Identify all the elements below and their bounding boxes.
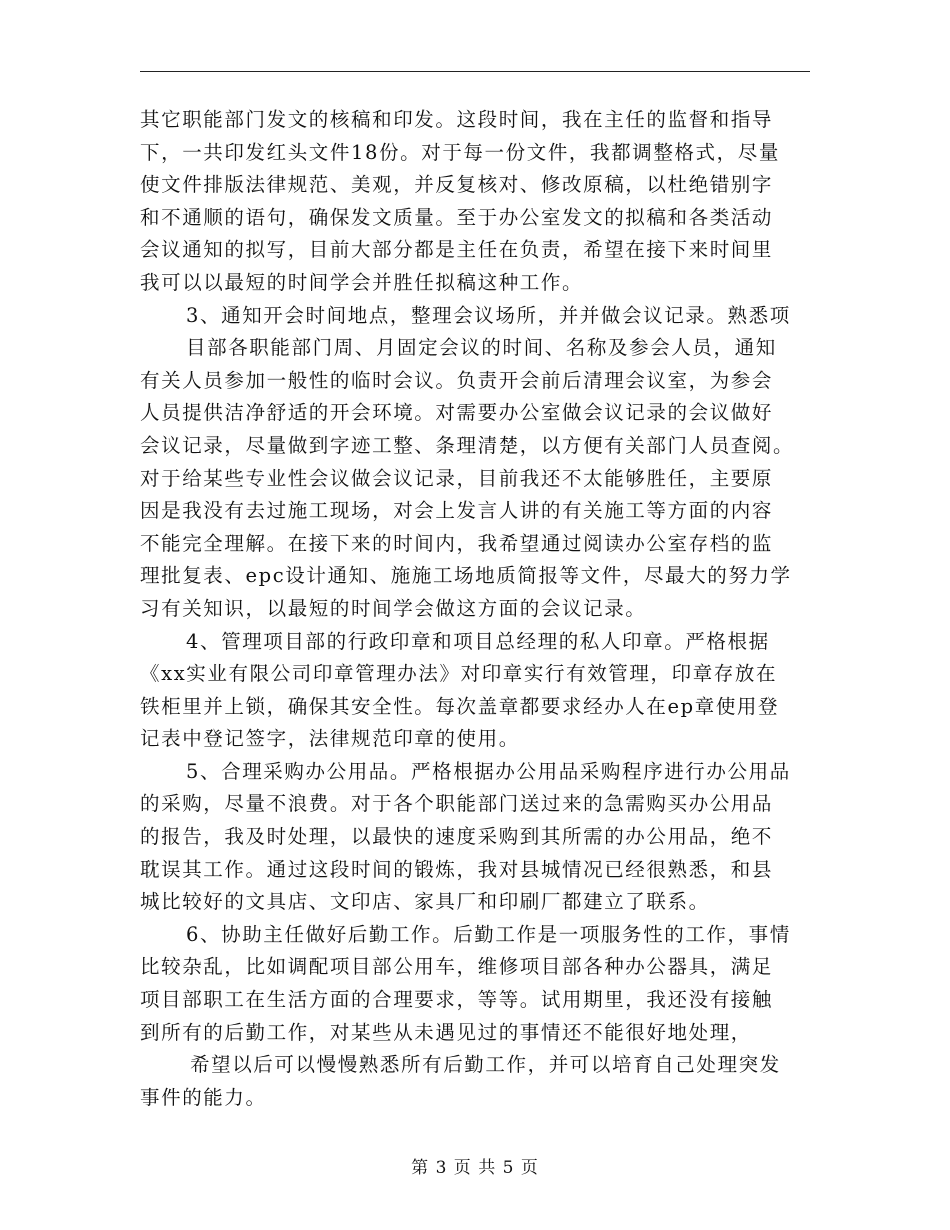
text-line: 记表中登记签字，法律规范印章的使用。 [140,727,520,751]
text-line: 因是我没有去过施工现场，对会上发言人讲的有关施工等方面的内容 [140,499,774,523]
text-line: 希望以后可以慢慢熟悉所有后勤工作，并可以培育自己处理突发 [190,1053,781,1077]
text-line: 下，一共印发红头文件18份。对于每一份文件，我都调整格式，尽量 [140,140,780,164]
text-line: 理批复表、epc设计通知、施施工场地质简报等文件，尽最大的努力学 [140,564,792,588]
item-3-heading: 3、通知开会时间地点，整理会议场所，并并做会议记录。熟悉项 [186,303,791,327]
text-line: 到所有的后勤工作，对某些从未遇见过的事情还不能很好地处理， [140,1020,752,1044]
text-line: 使文件排版法律规范、美观，并反复核对、修改原稿，以杜绝错别字 [140,173,774,197]
text-line: 目部各职能部门周、月固定会议的时间、名称及参会人员，通知 [186,336,777,360]
text-line: 铁柜里并上锁，确保其安全性。每次盖章都要求经办人在ep章使用登 [140,694,780,718]
text-line: 事件的能力。 [140,1085,267,1109]
text-line: 的报告，我及时处理，以最快的速度采购到其所需的办公用品，绝不 [140,825,774,849]
page-number-footer: 第 3 页 共 5 页 [411,1158,539,1178]
item-5-heading: 5、合理采购办公用品。严格根据办公用品采购程序进行办公用品 [186,759,791,783]
text-line: 比较杂乱，比如调配项目部公用车，维修项目部各种办公器具，满足 [140,955,774,979]
text-line: 项目部职工在生活方面的合理要求，等等。试用期里，我还没有接触 [140,988,774,1012]
item-6-heading: 6、协助主任做好后勤工作。后勤工作是一项服务性的工作，事情 [186,922,791,946]
text-line: 的采购，尽量不浪费。对于各个职能部门送过来的急需购买办公用品 [140,792,774,816]
text-line: 习有关知识，以最短的时间学会做这方面的会议记录。 [140,596,647,620]
text-line: 城比较好的文具店、文印店、家具厂和印刷厂都建立了联系。 [140,890,710,914]
text-line: 人员提供洁净舒适的开会环境。对需要办公室做会议记录的会议做好 [140,401,774,425]
item-4-heading: 4、管理项目部的行政印章和项目总经理的私人印章。严格根据 [186,629,770,653]
text-line: 对于给某些专业性会议做会议记录，目前我还不太能够胜任，主要原 [140,466,774,490]
header-rule [140,71,810,72]
text-line: 《xx实业有限公司印章管理办法》对印章实行有效管理，印章存放在 [140,662,778,686]
text-line: 和不通顺的语句，确保发文质量。至于办公室发文的拟稿和各类活动 [140,205,774,229]
text-line: 会议通知的拟写，目前大部分都是主任在负责，希望在接下来时间里 [140,238,774,262]
document-body [140,104,808,1114]
text-line: 会议记录，尽量做到字迹工整、条理清楚，以方便有关部门人员查阅。 [140,433,795,457]
text-line: 其它职能部门发文的核稿和印发。这段时间，我在主任的监督和指导 [140,108,774,131]
text-line: 有关人员参加一般性的临时会议。负责开会前后清理会议室，为参会 [140,368,774,392]
text-line: 耽误其工作。通过这段时间的锻炼，我对县城情况已经很熟悉，和县 [140,857,774,881]
text-line: 我可以以最短的时间学会并胜任拟稿这种工作。 [140,270,584,294]
text-line: 不能完全理解。在接下来的时间内，我希望通过阅读办公室存档的监 [140,531,774,555]
